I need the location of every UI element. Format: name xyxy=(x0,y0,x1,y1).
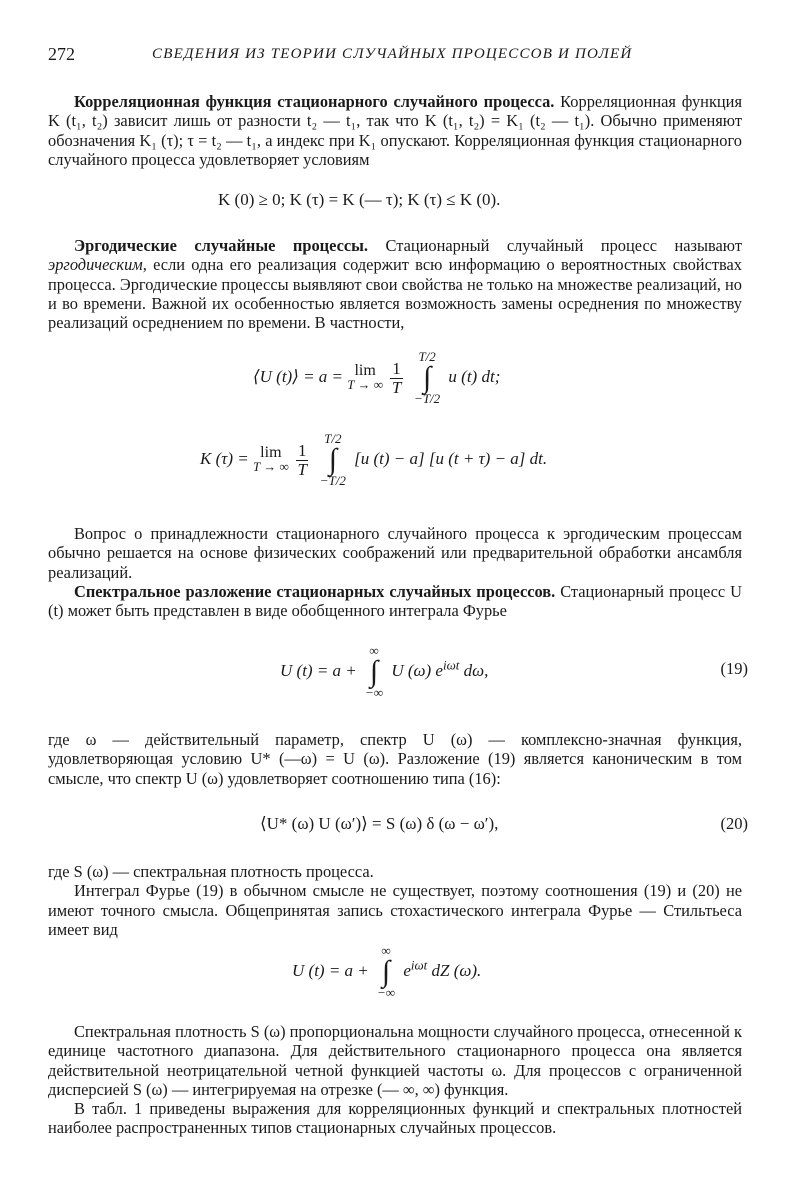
paragraph-correlation xyxy=(48,92,742,169)
text-ergodic-a: Стационарный случайный процесс называют xyxy=(368,236,742,255)
fraction-numerator: 1 xyxy=(297,440,307,460)
integral-upper-limit: ∞ xyxy=(369,643,379,658)
formula-stieltjes-exponent: iωt xyxy=(410,957,428,973)
formula-correlation-lhs: K (τ) = xyxy=(200,448,253,468)
heading-correlation: Корреляционная функция стационарного случайного процесса. xyxy=(74,92,555,111)
section-ergodic xyxy=(48,236,742,332)
section-closing xyxy=(48,1022,742,1138)
integral-lower-limit: −T/2 xyxy=(414,391,441,406)
paragraph-spectral-density: где S (ω) — спектральная плотность процесса. xyxy=(48,862,374,881)
page-number: 272 xyxy=(48,44,75,64)
page-header xyxy=(48,44,742,72)
text-correlation: Корреляционная функция K (t₁, t₂) зависит лишь от разности t₂ — t₁, так что K (t₁, t₂) = K₁ (t₂ — t₁). Обычно применяют обозначения K₁ (τ); τ = t₂ — t₁, а индекс при K₁ опускают. Корреляционная функция стационарного случайного процесса удовлетворяет условиям xyxy=(48,92,742,169)
fraction-denominator: T xyxy=(391,377,402,397)
formula-correlation-time xyxy=(200,432,547,488)
formula-stieltjes-body: e xyxy=(403,960,411,980)
formula-correlation-integrand: [u (t) − a] [u (t + τ) − a] dt. xyxy=(354,448,548,468)
lim-subscript: T → ∞ xyxy=(252,459,289,474)
section-spectral-density xyxy=(48,862,742,939)
paragraph-spectral-mid: где ω — действительный параметр, спектр U (ω) — комплексно-значная функция, удовлетворяющая условию U* (—ω) = U (ω). Разложение (19) является каноническим в том смысле, что спектр U (ω) удовлетворяет соотношению типа (16): xyxy=(48,730,742,788)
formula-stieltjes-tail: dZ (ω). xyxy=(427,960,482,980)
paragraph-ergodic-remark: Вопрос о принадлежности стационарного случайного процесса к эргодическим процессам обычно решается на основе физических соображений или предварительной обработки ансамбля реализаций. xyxy=(48,524,742,582)
fraction-denominator: T xyxy=(297,459,307,479)
integral-sign: T/2 ∫ −T/2 xyxy=(319,431,346,488)
heading-ergodic: Эргодические случайные процессы. xyxy=(74,236,369,255)
paragraph-power-density: Спектральная плотность S (ω) пропорциональна мощности случайного процесса, отнесенной к единице частотного диапазона. Для действительного стационарного процесса она является действительной неотрицательной четной функцией частоты ω. Для процессов с ограниченной дисперсией S (ω) — интегрируемая на отрезке (— ∞, ∞) функция. xyxy=(48,1022,742,1099)
text-ergodic-b: , если одна его реализация содержит всю информацию о вероятностных свойствах процесса. Эргодические процессы выявляют свои свойства не только на множестве реализаций, но и во времени. Важной их особенностью является возможность замены осреднения по множеству реализаций осреднением по времени. В частности, xyxy=(48,255,742,333)
heading-spectral: Спектральное разложение стационарных случайных процессов. xyxy=(74,582,556,601)
formula-time-average-integrand: u (t) dt; xyxy=(448,366,501,386)
lim-subscript: T → ∞ xyxy=(347,377,384,392)
equation-number-19: (19) xyxy=(720,659,748,678)
text-spectral: Стационарный процесс U (t) может быть представлен в виде обобщенного интеграла Фурье xyxy=(48,582,742,621)
lim-word: lim xyxy=(260,444,282,461)
paragraph-spectral xyxy=(48,582,742,621)
fraction-1-over-T xyxy=(296,442,309,479)
formula-19-exponent: iωt xyxy=(442,657,460,673)
running-title: СВЕДЕНИЯ ИЗ ТЕОРИИ СЛУЧАЙНЫХ ПРОЦЕССОВ И ПОЛЕЙ xyxy=(152,46,633,62)
paragraph-table-reference: В табл. 1 приведены выражения для корреляционных функций и спектральных плотностей наиболее распространенных типов стационарных случайных процессов. xyxy=(48,1099,742,1138)
section-correlation xyxy=(48,92,742,169)
formula-20: ⟨U* (ω) U (ω′)⟩ = S (ω) δ (ω − ω′), xyxy=(260,814,499,833)
section-spectral-mid xyxy=(48,730,742,788)
lim-word: lim xyxy=(354,362,376,379)
formula-time-average-lhs: ⟨U (t)⟩ = a = xyxy=(253,366,348,386)
integral-lower-limit: −T/2 xyxy=(319,473,346,488)
formula-correlation-conditions: K (0) ≥ 0; K (τ) = K (— τ); K (τ) ≤ K (0). xyxy=(218,190,501,209)
integral-upper-limit: T/2 xyxy=(418,349,436,364)
fraction-numerator: 1 xyxy=(392,358,401,378)
fraction-1-over-T xyxy=(390,360,403,397)
integral-upper-limit: T/2 xyxy=(324,431,342,446)
integral-lower-limit: −∞ xyxy=(377,985,396,1000)
equation-number-20: (20) xyxy=(720,814,748,833)
paragraph-ergodic xyxy=(48,236,742,332)
section-spectral xyxy=(48,582,742,621)
section-ergodic-remark xyxy=(48,524,742,582)
limit-operator xyxy=(253,446,289,474)
formula-19-tail: dω, xyxy=(459,660,489,680)
formula-time-average xyxy=(253,350,500,406)
formula-stieltjes xyxy=(292,944,481,1000)
integral-sign: T/2 ∫ −T/2 xyxy=(414,349,441,406)
formula-19 xyxy=(280,644,488,700)
limit-operator xyxy=(347,364,383,392)
formula-19-body: U (ω) e xyxy=(391,660,443,680)
term-ergodic: эргодическим xyxy=(48,255,143,275)
formula-19-lhs: U (t) = a + xyxy=(280,660,362,680)
paragraph-fourier-stieltjes: Интеграл Фурье (19) в обычном смысле не существует, поэтому соотношения (19) и (20) не имеют точного смысла. Общепринятая запись стохастического интеграла Фурье — Стильтьеса имеет вид xyxy=(48,881,742,939)
integral-sign: ∞ ∫ −∞ xyxy=(377,943,396,1000)
integral-upper-limit: ∞ xyxy=(381,943,391,958)
integral-sign: ∞ ∫ −∞ xyxy=(365,643,384,700)
formula-stieltjes-lhs: U (t) = a + xyxy=(292,960,374,980)
integral-lower-limit: −∞ xyxy=(365,685,384,700)
